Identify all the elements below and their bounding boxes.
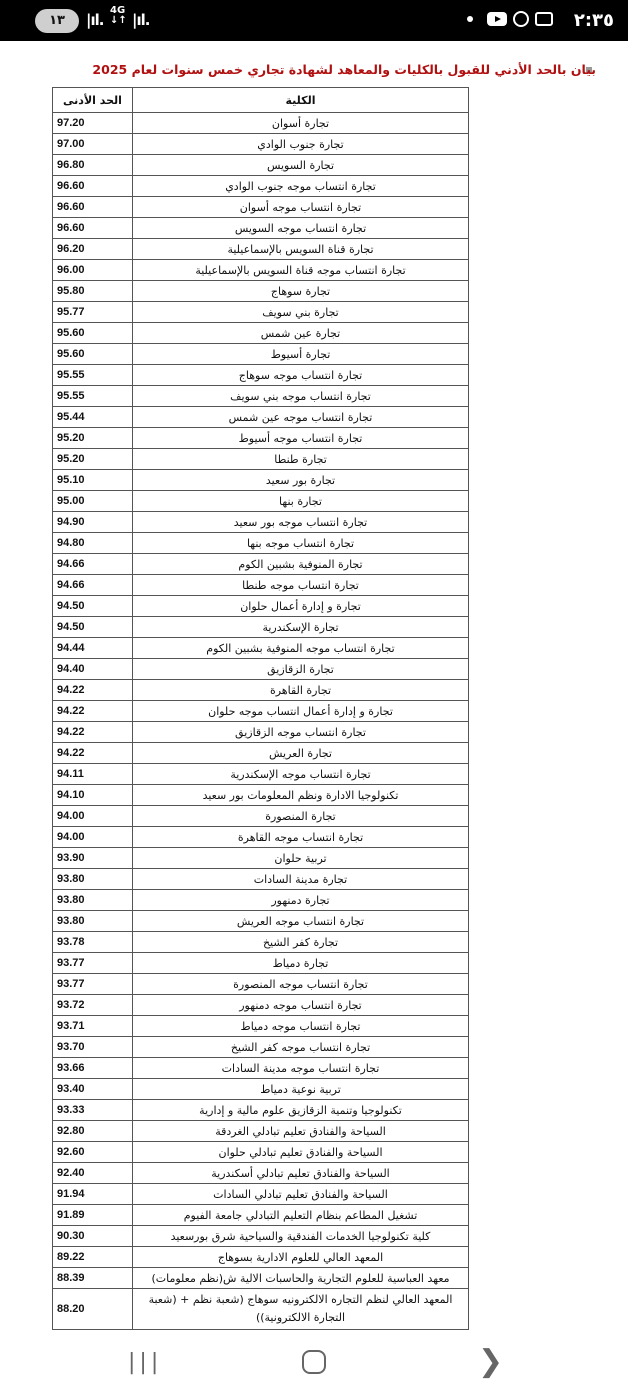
youtube-icon (487, 12, 507, 26)
min-score: 94.22 (53, 701, 133, 722)
min-score: 93.80 (53, 869, 133, 890)
min-score: 94.90 (53, 512, 133, 533)
min-score: 94.40 (53, 659, 133, 680)
min-score: 94.66 (53, 554, 133, 575)
table-row (53, 1079, 469, 1100)
college-name: السياحة والفنادق تعليم تبادلي الغردقة (133, 1121, 469, 1142)
header-score: الحد الأدنى (53, 88, 133, 113)
min-score: 95.60 (53, 323, 133, 344)
table-row (53, 848, 469, 869)
college-name: تجارة القاهرة (133, 680, 469, 701)
min-score: 93.90 (53, 848, 133, 869)
min-score: 93.77 (53, 974, 133, 995)
table-row (53, 302, 469, 323)
table-row (53, 617, 469, 638)
min-score: 95.44 (53, 407, 133, 428)
messenger-icon (513, 11, 529, 27)
college-name: تجارة انتساب موجه بني سويف (133, 386, 469, 407)
min-score: 96.20 (53, 239, 133, 260)
min-score: 95.60 (53, 344, 133, 365)
college-name: تجارة كفر الشيخ (133, 932, 469, 953)
min-score: 93.80 (53, 911, 133, 932)
college-name: تجارة انتساب موجه كفر الشيخ (133, 1037, 469, 1058)
college-name: تجارة أسيوط (133, 344, 469, 365)
college-name: تجارة السويس (133, 155, 469, 176)
status-bar (0, 0, 628, 41)
min-score: 95.20 (53, 428, 133, 449)
college-name: تجارة جنوب الوادي (133, 134, 469, 155)
college-name: معهد العباسية للعلوم التجارية والحاسبات الالية ش(نظم معلومات) (133, 1268, 469, 1289)
table-row (53, 218, 469, 239)
table-row (53, 1184, 469, 1205)
recent-apps-icon[interactable]: ||| (128, 1350, 163, 1375)
min-score: 94.50 (53, 596, 133, 617)
admission-table (52, 87, 469, 1330)
min-score: 94.00 (53, 827, 133, 848)
min-score: 90.30 (53, 1226, 133, 1247)
table-row (53, 722, 469, 743)
network-type: 4G ↓↑ (110, 5, 127, 26)
table-row (53, 743, 469, 764)
signal-icon: |ıl. (86, 11, 104, 29)
table-row (53, 680, 469, 701)
college-name: تجارة قناة السويس بالإسماعيلية (133, 239, 469, 260)
college-name: تجارة انتساب موجه بنها (133, 533, 469, 554)
min-score: 88.20 (53, 1289, 133, 1330)
min-score: 96.60 (53, 197, 133, 218)
college-name: تجارة انتساب موجه الزقازيق (133, 722, 469, 743)
min-score: 92.40 (53, 1163, 133, 1184)
min-score: 93.72 (53, 995, 133, 1016)
min-score: 95.55 (53, 365, 133, 386)
college-name: تجارة انتساب موجه القاهرة (133, 827, 469, 848)
table-row (53, 1142, 469, 1163)
min-score: 97.00 (53, 134, 133, 155)
college-name: تجارة المنوفية بشبين الكوم (133, 554, 469, 575)
table-row (53, 785, 469, 806)
min-score: 93.80 (53, 890, 133, 911)
min-score: 95.00 (53, 491, 133, 512)
college-name: تجارة بني سويف (133, 302, 469, 323)
table-row (53, 428, 469, 449)
table-row (53, 281, 469, 302)
table-row (53, 659, 469, 680)
college-name: تجارة انتساب موجه الإسكندرية (133, 764, 469, 785)
college-name: تكنولوجيا وتنمية الزقازيق علوم مالية و إدارية (133, 1100, 469, 1121)
min-score: 94.50 (53, 617, 133, 638)
table-row (53, 1121, 469, 1142)
table-row (53, 197, 469, 218)
college-name: تجارة بنها (133, 491, 469, 512)
min-score: 96.00 (53, 260, 133, 281)
min-score: 91.94 (53, 1184, 133, 1205)
college-name: كلية تكنولوجيا الخدمات الفندقية والسياحية شرق بورسعيد (133, 1226, 469, 1247)
college-name: تجارة دمنهور (133, 890, 469, 911)
navigation-bar (0, 1330, 628, 1400)
college-name: السياحة والفنادق تعليم تبادلي السادات (133, 1184, 469, 1205)
table-row (53, 974, 469, 995)
table-row (53, 134, 469, 155)
table-row (53, 1268, 469, 1289)
table-row (53, 827, 469, 848)
table-row (53, 638, 469, 659)
table-row (53, 1163, 469, 1184)
min-score: 94.22 (53, 680, 133, 701)
table-row (53, 323, 469, 344)
table-row (53, 1037, 469, 1058)
battery-indicator: ١٣ (35, 9, 79, 33)
college-name: تجارة انتساب موجه أسوان (133, 197, 469, 218)
college-name: المعهد العالي لنظم التجاره الالكترونيه سوهاج (شعبة نظم + (شعبة التجارة الالكترونية)) (133, 1289, 469, 1330)
min-score: 93.40 (53, 1079, 133, 1100)
college-name: تجارة عين شمس (133, 323, 469, 344)
college-name: تجارة انتساب موجه بور سعيد (133, 512, 469, 533)
college-name: تجارة انتساب موجه قناة السويس بالإسماعيلية (133, 260, 469, 281)
min-score: 93.77 (53, 953, 133, 974)
dot-icon (467, 16, 473, 22)
college-name: تجارة المنصورة (133, 806, 469, 827)
college-name: تجارة انتساب موجه مدينة السادات (133, 1058, 469, 1079)
college-name: تجارة انتساب موجه طنطا (133, 575, 469, 596)
college-name: تكنولوجيا الادارة ونظم المعلومات بور سعيد (133, 785, 469, 806)
signal-icon-2: |ıl. (132, 11, 150, 29)
min-score: 93.78 (53, 932, 133, 953)
min-score: 95.80 (53, 281, 133, 302)
min-score: 95.20 (53, 449, 133, 470)
table-row (53, 1100, 469, 1121)
table-row (53, 806, 469, 827)
college-name: تربية نوعية دمياط (133, 1079, 469, 1100)
college-name: تجارة انتساب موجه المنوفية بشبين الكوم (133, 638, 469, 659)
college-name: تجارة انتساب موجه سوهاج (133, 365, 469, 386)
table-row (53, 512, 469, 533)
page-title: بيان بالحد الأدني للقبول بالكليات والمعاهد لشهادة تجاري خمس سنوات لعام 2025 (92, 62, 596, 77)
college-name: تربية حلوان (133, 848, 469, 869)
college-name: تجارة العريش (133, 743, 469, 764)
college-name: تجارة انتساب موجه السويس (133, 218, 469, 239)
table-row (53, 470, 469, 491)
college-name: تجارة انتساب موجه دمنهور (133, 995, 469, 1016)
college-name: تجارة انتساب موجه جنوب الوادي (133, 176, 469, 197)
table-row (53, 869, 469, 890)
min-score: 92.80 (53, 1121, 133, 1142)
table-row (53, 239, 469, 260)
college-name: تجارة و إدارة أعمال حلوان (133, 596, 469, 617)
table-row (53, 995, 469, 1016)
college-name: تجارة انتساب موجه عين شمس (133, 407, 469, 428)
college-name: تجارة انتساب موجه دمياط (133, 1016, 469, 1037)
min-score: 96.60 (53, 176, 133, 197)
table-row (53, 491, 469, 512)
table-row (53, 764, 469, 785)
college-name: تجارة انتساب موجه المنصورة (133, 974, 469, 995)
table-row (53, 1016, 469, 1037)
college-name: تجارة سوهاج (133, 281, 469, 302)
table-row (53, 575, 469, 596)
home-icon[interactable] (302, 1350, 326, 1374)
college-name: تجارة أسوان (133, 113, 469, 134)
min-score: 94.11 (53, 764, 133, 785)
min-score: 94.80 (53, 533, 133, 554)
min-score: 96.80 (53, 155, 133, 176)
table-row (53, 407, 469, 428)
table-row (53, 953, 469, 974)
min-score: 95.55 (53, 386, 133, 407)
college-name: تجارة انتساب موجه العريش (133, 911, 469, 932)
min-score: 94.00 (53, 806, 133, 827)
table-row (53, 113, 469, 134)
table-row (53, 701, 469, 722)
college-name: تجارة و إدارة أعمال انتساب موجه حلوان (133, 701, 469, 722)
screenshot-icon (535, 12, 553, 26)
table-row (53, 1226, 469, 1247)
college-name: تجارة بور سعيد (133, 470, 469, 491)
min-score: 95.77 (53, 302, 133, 323)
table-row (53, 365, 469, 386)
college-name: المعهد العالي للعلوم الادارية بسوهاج (133, 1247, 469, 1268)
table-row (53, 1289, 469, 1330)
table-row (53, 176, 469, 197)
back-icon[interactable]: ❯ (478, 1344, 504, 1379)
table-row (53, 1058, 469, 1079)
notification-icons (467, 11, 553, 27)
min-score: 88.39 (53, 1268, 133, 1289)
min-score: 93.70 (53, 1037, 133, 1058)
min-score: 89.22 (53, 1247, 133, 1268)
min-score: 96.60 (53, 218, 133, 239)
table-row (53, 533, 469, 554)
table-row (53, 1247, 469, 1268)
header-name: الكلية (133, 88, 469, 113)
table-row (53, 1205, 469, 1226)
table-row (53, 344, 469, 365)
table-row (53, 596, 469, 617)
min-score: 94.22 (53, 722, 133, 743)
min-score: 94.22 (53, 743, 133, 764)
table-row (53, 260, 469, 281)
table-row (53, 554, 469, 575)
min-score: 93.33 (53, 1100, 133, 1121)
college-name: السياحة والفنادق تعليم تبادلي أسكندرية (133, 1163, 469, 1184)
table-row (53, 386, 469, 407)
college-name: تجارة انتساب موجه أسيوط (133, 428, 469, 449)
table-row (53, 155, 469, 176)
college-name: السياحة والفنادق تعليم تبادلي حلوان (133, 1142, 469, 1163)
college-name: تجارة دمياط (133, 953, 469, 974)
college-name: تشغيل المطاعم بنظام التعليم التبادلي جامعة الفيوم (133, 1205, 469, 1226)
min-score: 94.44 (53, 638, 133, 659)
clock: ٢:٣٥ (573, 10, 614, 31)
college-name: تجارة الإسكندرية (133, 617, 469, 638)
min-score: 92.60 (53, 1142, 133, 1163)
college-name: تجارة طنطا (133, 449, 469, 470)
college-name: تجارة الزقازيق (133, 659, 469, 680)
table-row (53, 449, 469, 470)
min-score: 93.71 (53, 1016, 133, 1037)
table-row (53, 890, 469, 911)
min-score: 95.10 (53, 470, 133, 491)
min-score: 91.89 (53, 1205, 133, 1226)
table-header-row (53, 88, 469, 113)
table-row (53, 911, 469, 932)
min-score: 93.66 (53, 1058, 133, 1079)
table-row (53, 932, 469, 953)
min-score: 97.20 (53, 113, 133, 134)
min-score: 94.66 (53, 575, 133, 596)
min-score: 94.10 (53, 785, 133, 806)
college-name: تجارة مدينة السادات (133, 869, 469, 890)
